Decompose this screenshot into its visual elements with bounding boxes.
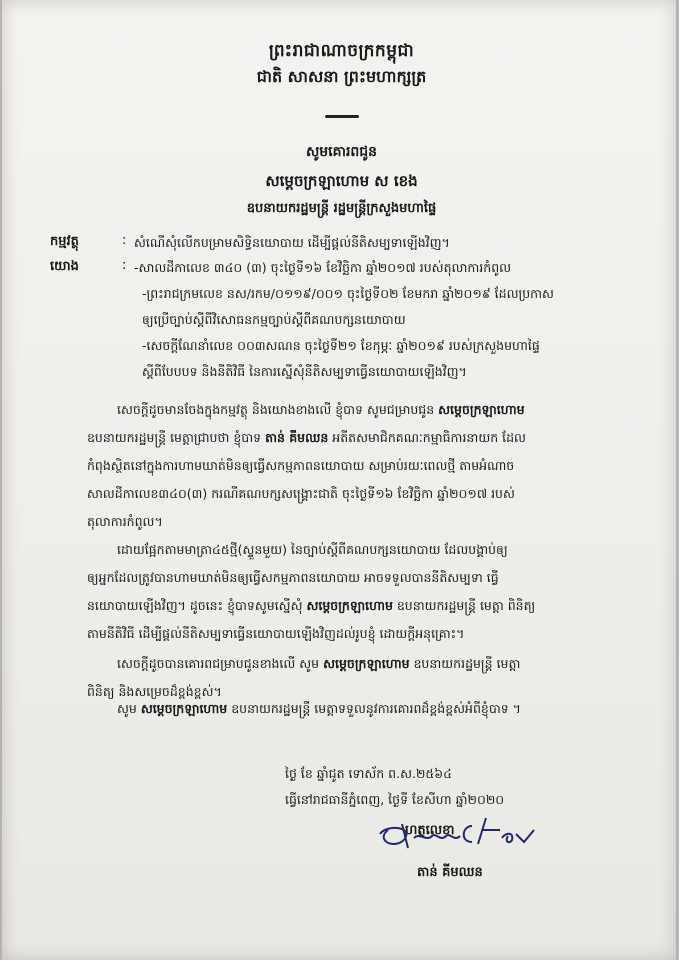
body-line: ដោយផ្អែកតាមមាត្រា៤៥ថ្មី(ស្ទួនមួយ) នៃច្បាប់ស្តីពីគណបក្សនយោបាយ ដែលបង្គាប់ឲ្យ bbox=[117, 542, 508, 557]
greeting: សូមគោរពជូន bbox=[305, 144, 378, 160]
signature-label: ហត្ថលេខា bbox=[405, 823, 455, 838]
body-paragraph-2 bbox=[87, 536, 642, 648]
subject-label: កម្មវត្ថុ bbox=[50, 234, 79, 249]
national-motto-line2: ជាតិ សាសនា ព្រះមហាក្សត្រ bbox=[256, 67, 427, 86]
body-line: តុលាការកំពូល។ bbox=[87, 514, 163, 529]
reference-label: យោង bbox=[50, 259, 79, 274]
reference-line: ស្តីពីបែបបទ និងនីតិវិធី នៃការស្នើសុំនីតិសម្បទាធ្វើនយោបាយឡើងវិញ។ bbox=[142, 364, 467, 379]
body-line: ឲ្យអ្នកដែលត្រូវបានហាមឃាត់មិនឲ្យធ្វើសកម្មភាពនយោបាយ អាចទទួលបាននីតិសម្បទា ធ្វើ bbox=[87, 570, 499, 585]
lunar-date: ថ្ងៃ ខែ ឆ្នាំជូត ទោស័ក ព.ស.២៥៦៤ bbox=[285, 766, 452, 781]
place-and-date: ធ្វើនៅរាជធានីភ្នំពេញ, ថ្ងៃទី ខែសីហា ឆ្នាំ២០២០ bbox=[285, 792, 505, 807]
reference-separator: : bbox=[122, 258, 127, 273]
closing-line: សូម សម្តេចក្រឡាហោម ឧបនាយករដ្ឋមន្ត្រី មេត្តាទទួលនូវការគោរពដ៏ខ្ពង់ខ្ពស់អំពីខ្ញុំបាទ ។ bbox=[117, 701, 521, 716]
subject-separator: : bbox=[122, 233, 127, 248]
reference-line: -សាលដីកាលេខ ៣៤០ (៣) ចុះថ្ងៃទី១៦ ខែវិច្ឆិកា ឆ្នាំ២០១៧ របស់តុលាការកំពូល bbox=[134, 260, 512, 275]
body-line: សេចក្តីដូចបានគោរពជម្រាបជូនខាងលើ សូម សម្តេចក្រឡាហោម ឧបនាយករដ្ឋមន្ត្រី មេត្តា bbox=[117, 656, 521, 671]
subject-text: សំណើសុំលើកបម្រាមសិទ្ធិនយោបាយ ដើម្បីផ្ដល់នីតិសម្បទាឡើងវិញ។ bbox=[134, 235, 450, 250]
body-line: នយោបាយឡើងវិញ។ ដូចនេះ ខ្ញុំបាទសូមស្នើសុំ សម្តេចក្រឡាហោម ឧបនាយករដ្ឋមន្ត្រី មេត្តា ពិនិត្យ bbox=[87, 598, 536, 613]
signatory-name: តាន់ គីមឈន bbox=[417, 865, 483, 880]
body-paragraph-1 bbox=[87, 396, 642, 536]
letter-page bbox=[2, 0, 676, 960]
handwritten-signature bbox=[374, 808, 554, 858]
body-line: ពិនិត្យ និងសម្រេចដ៏ខ្ពង់ខ្ពស់។ bbox=[87, 684, 222, 699]
reference-line: -ព្រះរាជក្រមលេខ នស/រកម/០១១៩/០០១ ចុះថ្ងៃទី០២ ខែមករា ឆ្នាំ២០១៩ ដែលប្រកាស bbox=[142, 286, 554, 301]
reference-line: ឲ្យប្រើច្បាប់ស្តីពីវិសោធនកម្មច្បាប់ស្តីពីគណបក្សនយោបាយ bbox=[142, 312, 406, 327]
body-line: សាលដីកាលេខ៣៤០(៣) ករណីគណបក្សសង្គ្រោះជាតិ ចុះថ្ងៃទី១៦ ខែវិច្ឆិកា ឆ្នាំ២០១៧ របស់ bbox=[87, 486, 515, 501]
body-line: កំពុងស្ថិតនៅក្នុងការហាមឃាត់មិនឲ្យធ្វើសកម្មភាពនយោបាយ សម្រាប់រយៈពេលថ្មី តាមអំណាច bbox=[87, 458, 515, 473]
header-ornament-divider bbox=[2, 103, 676, 122]
recipient-name: សម្តេចក្រឡាហោម ស ខេង bbox=[265, 172, 418, 190]
body-line: ឧបនាយករដ្ឋមន្ត្រី មេត្តាជ្រាបថា ខ្ញុំបាទ តាន់ គីមឈន អតីតសមាជិកគណៈកម្មាធិការនាយក ដែល bbox=[87, 430, 526, 445]
body-line: សេចក្តីដូចមានចែងក្នុងកម្មវត្ថុ និងយោងខាងលើ ខ្ញុំបាទ សូមជម្រាបជូន សម្តេចក្រឡាហោម bbox=[117, 402, 525, 417]
body-line: តាមនីតិវិធី ដើម្បីផ្ដល់នីតិសម្បទាធ្វើនយោបាយឡើងវិញដល់រូបខ្ញុំ ដោយក្តីអនុគ្រោះ។ bbox=[87, 626, 465, 641]
reference-line: -សេចក្តីណែនាំលេខ ០០៣សណន ចុះថ្ងៃទី២១ ខែកុម្ភៈ ឆ្នាំ២០១៩ របស់ក្រសួងមហាផ្ទៃ bbox=[142, 338, 540, 353]
recipient-title: ឧបនាយករដ្ឋមន្ត្រី រដ្ឋមន្ត្រីក្រសួងមហាផ្ទៃ bbox=[246, 201, 437, 216]
national-motto-line1: ព្រះរាជាណាចក្រកម្ពុជា bbox=[268, 41, 415, 61]
